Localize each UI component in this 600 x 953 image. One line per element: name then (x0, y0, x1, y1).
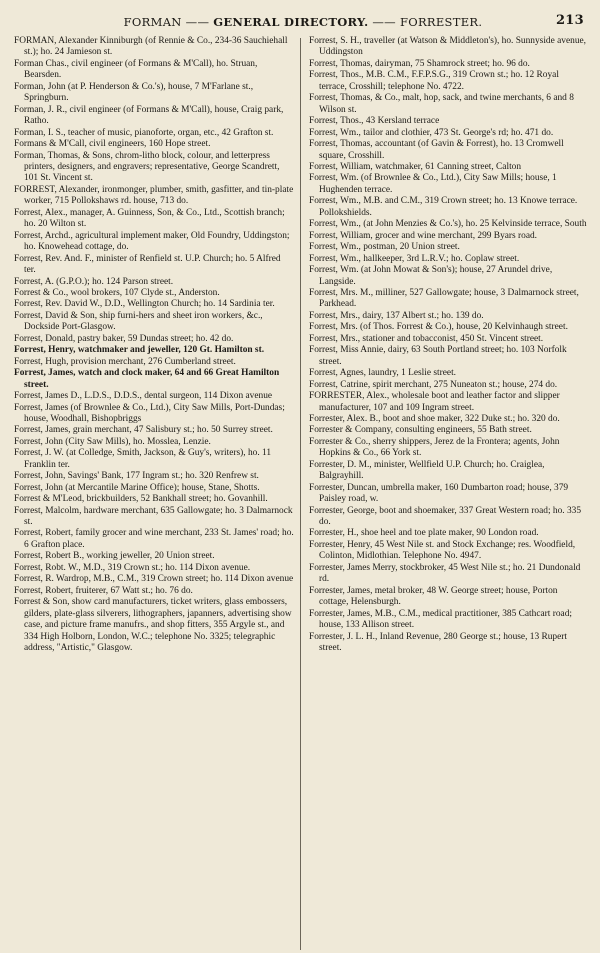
directory-entry: Forrest, Wm., hallkeeper, 3rd L.R.V.; ho. Coplaw street. (309, 253, 520, 264)
directory-entry: Forrest, John (at Mercantile Marine Office); house, Stane, Shotts. (14, 482, 260, 493)
directory-entry: Forrest, Archd., agricultural implement maker, Old Foundry, Uddingston; ho. Knowehead cottage, do. (14, 230, 290, 253)
directory-entry: Forrester, James Merry, stockbroker, 45 West Nile st.; ho. 21 Dundonald rd. (309, 562, 581, 585)
directory-entry: Forrest, Thomas, & Co., malt, hop, sack, and twine merchants, 6 and 8 Wilson st. (309, 93, 574, 115)
directory-entry: Forrest, Mrs. M., milliner, 527 Gallowgate; house, 3 Dalmarnock street, Parkhead. (309, 287, 579, 310)
directory-entry: Formans & M'Call, civil engineers, 160 Hope street. (14, 139, 211, 150)
directory-entry: Forrester & Company, consulting engineers, 55 Bath street. (309, 425, 532, 436)
directory-entry: Forrest & M'Leod, brickbuilders, 52 Bankhall street; ho. Govanhill. (14, 494, 268, 505)
directory-entry: Forrest, Thomas, dairyman, 75 Shamrock street; ho. 96 do. (309, 58, 530, 69)
directory-entry: Forman, I. S., teacher of music, pianoforte, organ, etc., 42 Grafton st. (14, 127, 274, 138)
directory-entry: Forrest, R. Wardrop, M.B., C.M., 319 Crown street; ho. 114 Dixon avenue (14, 574, 294, 585)
directory-entry: Forman, J. R., civil engineer (of Formans & M'Call), house, Craig park, Ratho. (14, 104, 284, 127)
directory-entry: Forman, John (at P. Henderson & Co.'s), house, 7 M'Farlane st., Springburn. (14, 81, 254, 104)
directory-entry: Forrester, James, M.B., C.M., medical practitioner, 385 Cathcart road; house, 133 Allison street. (309, 608, 572, 631)
directory-entry: Forrest, Alex., manager, A. Guinness, Son, & Co., Ltd., Scottish branch; ho. 20 Wilton st. (14, 207, 285, 230)
directory-entry: Forrest, J. W. (at Colledge, Smith, Jackson, & Guy's, writers), ho. 11 Franklin ter. (14, 448, 272, 470)
page-number: 213 (555, 13, 584, 28)
directory-entry: Forrest, S. H., traveller (at Watson & Middleton's), ho. Sunnyside avenue, Uddingston (309, 36, 587, 58)
directory-entry: Forrest, Hugh, provision merchant, 276 Cumberland street. (14, 356, 236, 367)
directory-entry: Forrester, George, boot and shoemaker, 337 Great Western road; ho. 335 do. (309, 505, 582, 528)
directory-entry: Forrest, James (of Brownlee & Co., Ltd.), City Saw Mills, Port-Dundas; house, Woodhall, Bishopbriggs (14, 402, 285, 424)
header-title: GENERAL DIRECTORY. (213, 15, 369, 29)
directory-entry: Forrester, Alex. B., boot and shoe maker, 322 Duke st.; ho. 320 do. (309, 413, 560, 424)
directory-entry: Forrest, Robert, fruiterer, 67 Watt st.; ho. 76 do. (14, 585, 193, 596)
directory-entry: Forrest, Mrs. (of Thos. Forrest & Co.), house, 20 Kelvinhaugh street. (309, 322, 568, 333)
directory-entry: FORRESTER, Alex., wholesale boot and leather factor and slipper manufacturer, 107 and 109 Ingram street. (309, 391, 560, 413)
right-column (301, 36, 587, 950)
header-right-word: FORRESTER. (399, 15, 483, 29)
directory-entry: Forrester, D. M., minister, Wellfield U.P. Church; ho. Craiglea, Balgrayhill. (309, 459, 545, 482)
directory-entry: Forrest, Rev. David W., D.D., Wellington Church; ho. 14 Sardinia ter. (14, 299, 275, 310)
running-title (124, 15, 483, 29)
directory-entry: FORREST, Alexander, ironmonger, plumber, smith, gasfitter, and tin-plate worker, 715 Pollokshaws rd. house, 713 do. (14, 184, 294, 207)
directory-entry: Forrest, William, watchmaker, 61 Canning street, Calton (309, 161, 522, 172)
directory-columns (14, 36, 592, 950)
header-left-word: FORMAN (123, 15, 182, 29)
directory-entry: Forrest, A. (G.P.O.); ho. 124 Parson street. (14, 276, 174, 287)
running-header (14, 10, 592, 36)
directory-entry: Forman Chas., civil engineer (of Formans & M'Call), ho. Struan, Bearsden. (14, 58, 258, 81)
directory-entry: Forrester, H., shoe heel and toe plate maker, 90 London road. (309, 528, 539, 539)
directory-entry: Forrest, Thos., M.B. C.M., F.F.P.S.G., 319 Crown st.; ho. 12 Royal terrace, Crosshill; telephone No. 4722. (309, 70, 559, 92)
directory-entry: Forman, Thomas, & Sons, chrom-litho block, colour, and letterpress printers, designers, and engravers; representative, George Scandrett, 101 St. Vincent st. (14, 150, 280, 184)
directory-entry: Forrest, Robert, family grocer and wine merchant, 233 St. James' road; ho. 6 Grafton place. (14, 528, 294, 550)
directory-entry: Forrester, J. L. H., Inland Revenue, 280 George st.; house, 13 Rupert street. (309, 631, 567, 654)
directory-entry: Forrest, Wm., tailor and clothier, 473 St. George's rd; ho. 471 do. (309, 127, 554, 138)
directory-entry: Forrester & Co., sherry shippers, Jerez de la Frontera; agents, John Hopkins & Co., 66 York st. (309, 436, 560, 459)
directory-entry: Forrest, Robert B., working jeweller, 20 Union street. (14, 551, 215, 562)
directory-entry: Forrest, Donald, pastry baker, 59 Dundas street; ho. 42 do. (14, 333, 234, 344)
directory-entry: Forrest, Wm. (at John Mowat & Son's); house, 27 Arundel drive, Langside. (309, 265, 553, 287)
directory-entry: Forrest, David & Son, ship furni-hers and sheet iron workers, &c., Dockside Port-Glasgow. (14, 310, 263, 333)
directory-entry: Forrest, Mrs., stationer and tobacconist, 450 St. Vincent street. (309, 333, 544, 344)
directory-entry: Forrester, James, metal broker, 48 W. George street; house, Porton cottage, Helensburgh. (309, 585, 558, 608)
directory-entry: Forrest, Miss Annie, dairy, 63 South Portland street; ho. 103 Norfolk street. (309, 345, 567, 367)
directory-entry: Forrest, James, watch and clock maker, 64 and 66 Great Hamilton street. (14, 368, 280, 390)
directory-entry: Forrest, Wm., postman, 20 Union street. (309, 242, 460, 253)
directory-entry: Forrest, James D., L.D.S., D.D.S., dental surgeon, 114 Dixon avenue (14, 391, 273, 402)
directory-entry: Forrest, Wm., M.B. and C.M., 319 Crown street; ho. 13 Knowe terrace. Pollokshields. (309, 196, 578, 218)
directory-entry: Forrest, John (City Saw Mills), ho. Mosslea, Lenzie. (14, 436, 211, 447)
header-dash-left: —— (185, 15, 210, 29)
directory-entry: Forrest, Mrs., dairy, 137 Albert st.; ho. 139 do. (309, 310, 484, 321)
left-column (14, 36, 300, 950)
directory-entry: Forrest, Agnes, laundry, 1 Leslie street. (309, 368, 457, 379)
directory-entry: Forrest, James, grain merchant, 47 Salisbury st.; ho. 50 Surrey street. (14, 425, 273, 436)
header-dash-right: —— (372, 15, 396, 29)
directory-entry: Forrest, Robt. W., M.D., 319 Crown st.; ho. 114 Dixon avenue. (14, 562, 251, 573)
directory-entry: Forrest, Henry, watchmaker and jeweller, 120 Gt. Hamilton st. (14, 345, 265, 356)
directory-entry: FORMAN, Alexander Kinniburgh (of Rennie & Co., 234-36 Sauchiehall st.); ho. 24 Jamieson st. (14, 36, 288, 58)
directory-entry: Forrest, Thomas, accountant (of Gavin & Forrest), ho. 13 Cromwell square, Crosshill. (309, 139, 564, 161)
directory-entry: Forrest, Wm., (at John Menzies & Co.'s), ho. 25 Kelvinside terrace, South (309, 219, 587, 230)
directory-entry: Forrester, Duncan, umbrella maker, 160 Dumbarton road; house, 379 Paisley road, w. (309, 482, 569, 505)
directory-entry: Forrest, Rev. And. F., minister of Renfield st. U.P. Church; ho. 5 Alfred ter. (14, 253, 281, 276)
directory-entry: Forrest, Thos., 43 Kersland terrace (309, 116, 440, 127)
directory-entry: Forrest, Malcolm, hardware merchant, 635 Gallowgate; ho. 3 Dalmarnock st. (14, 505, 293, 528)
directory-entry: Forrest, William, grocer and wine merchant, 299 Byars road. (309, 230, 538, 241)
directory-entry: Forrest, John, Savings' Bank, 177 Ingram st.; ho. 320 Renfrew st. (14, 471, 259, 482)
directory-entry: Forrest & Son, show card manufacturers, ticket writers, glass embossers, gilders, plate-glass silverers, lithographers, japanners, advertising show case, and picture frame manufrs., and shop fitters, 355 Argyle st., and 334 High Holborn, London, W.C.; telephone No. 3325; telegraphic address, "Artistic," Glasgow. (14, 597, 292, 654)
directory-entry: Forrest, Catrine, spirit merchant, 275 Nuneaton st.; house, 274 do. (309, 379, 558, 390)
directory-entry: Forrester, Henry, 45 West Nile st. and Stock Exchange; res. Woodfield, Colinton, Midlothian. Telephone No. 4947. (309, 539, 576, 562)
directory-entry: Forrest, Wm. (of Brownlee & Co., Ltd.), City Saw Mills; house, 1 Hughenden terrace. (309, 173, 557, 195)
directory-entry: Forrest & Co., wool brokers, 107 Clyde st., Anderston. (14, 287, 220, 298)
